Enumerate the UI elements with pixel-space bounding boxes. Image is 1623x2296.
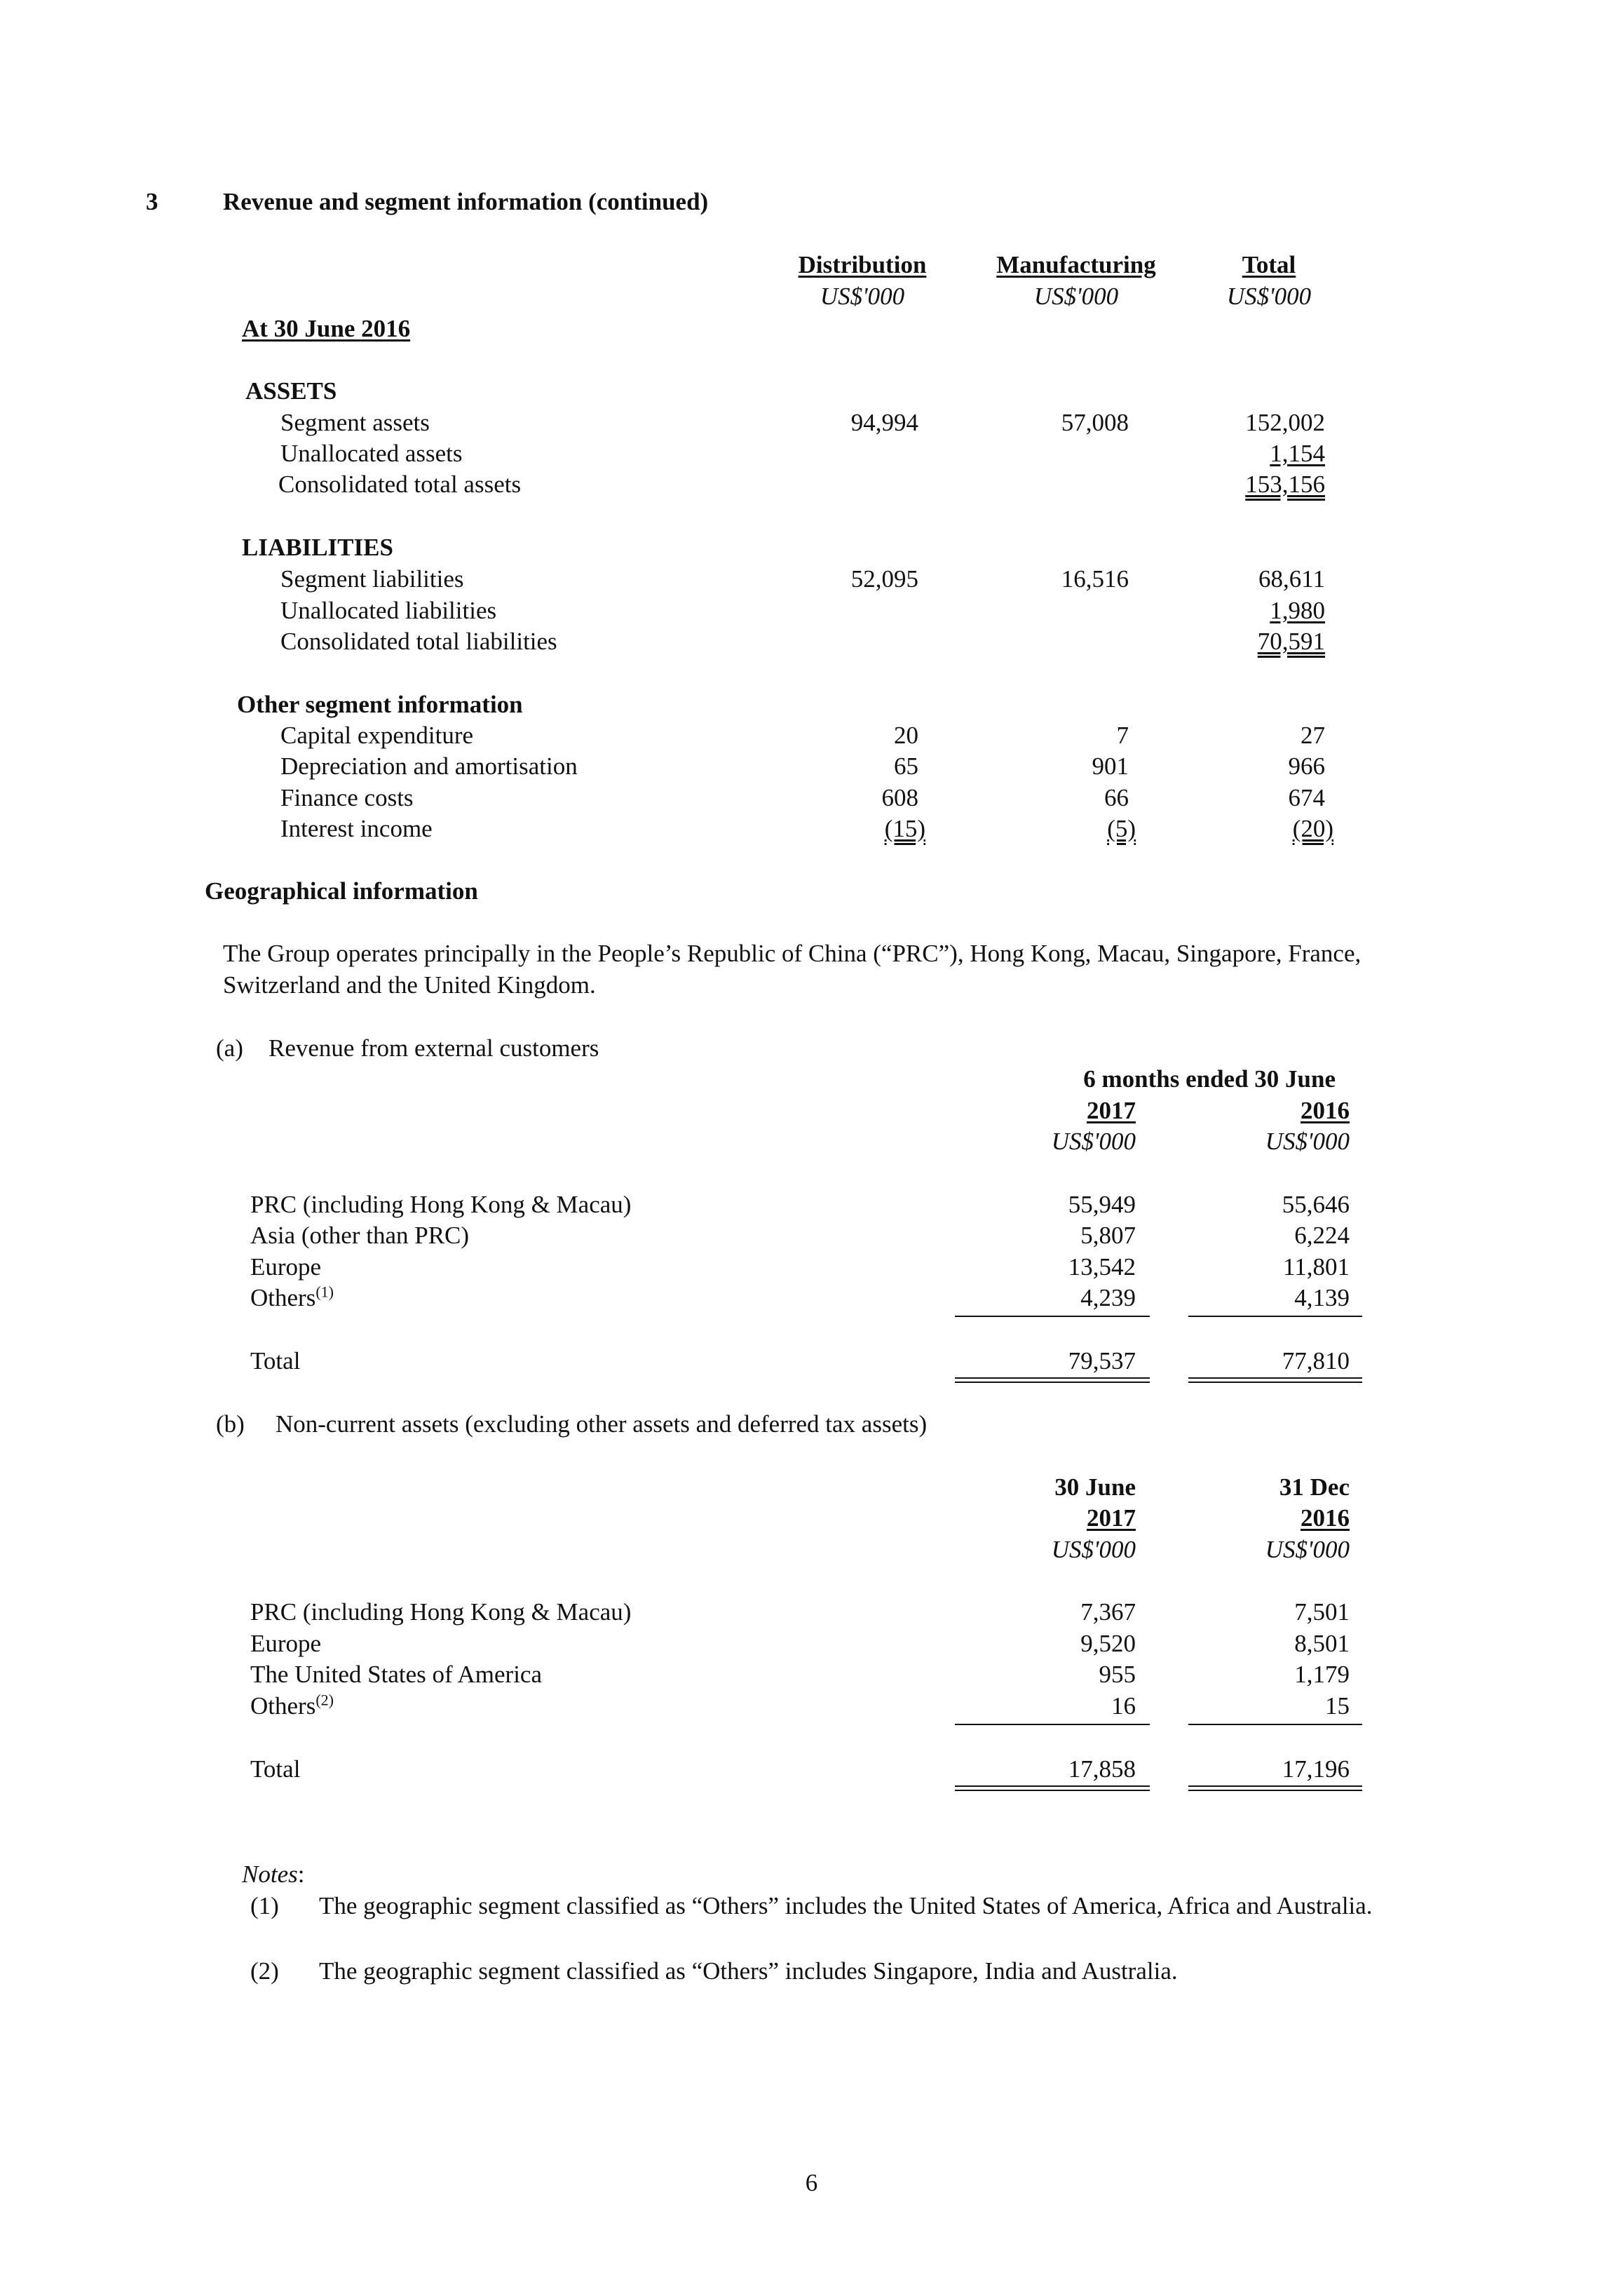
value-cell: 6,224	[1294, 1222, 1350, 1249]
value-cell: 52,095	[850, 565, 918, 593]
row-label: Capital expenditure	[280, 722, 474, 749]
total-label: Total	[250, 1755, 301, 1783]
section-title: Revenue and segment information (continued)	[223, 188, 709, 215]
value-cell: 7	[1116, 722, 1129, 749]
row-label: Interest income	[280, 815, 433, 842]
geo-intro-line: The Group operates principally in the People’s Republic of China (“PRC”), Hong Kong, Macau, Singapore, France,	[223, 940, 1361, 967]
total-value: 79,537	[1068, 1347, 1136, 1375]
value-cell: 4,139	[1294, 1284, 1350, 1311]
unit-label: US$'000	[1051, 1128, 1136, 1155]
value-cell: (20)	[1292, 815, 1333, 842]
row-label: Asia (other than PRC)	[250, 1222, 470, 1249]
row-label: Unallocated liabilities	[280, 597, 497, 624]
section-marker: (a)	[216, 1034, 243, 1062]
year-header: 2016	[1301, 1504, 1350, 1532]
row-label: Finance costs	[280, 784, 414, 811]
total-value: 77,810	[1282, 1347, 1350, 1375]
value-cell: 7,501	[1294, 1598, 1350, 1626]
subtotal-rule	[955, 1724, 1150, 1725]
total-rule	[1188, 1790, 1362, 1791]
year-header: 2017	[1087, 1097, 1136, 1124]
value-cell: 674	[1288, 784, 1325, 811]
value-cell: 1,179	[1294, 1661, 1350, 1688]
col-total: Total	[1242, 251, 1296, 278]
notes-heading-text: Notes	[242, 1861, 298, 1888]
notes-heading: Notes:	[242, 1861, 305, 1888]
revenue-title: Revenue from external customers	[269, 1034, 599, 1062]
page-number: 6	[805, 2169, 818, 2196]
total-value: 17,858	[1068, 1755, 1136, 1783]
note-number: (2)	[250, 1957, 279, 1985]
total-rule	[955, 1785, 1150, 1787]
unit-label: US$'000	[1033, 283, 1119, 310]
unit-label: US$'000	[1226, 283, 1312, 310]
value-cell: 966	[1288, 752, 1325, 780]
row-label: Segment assets	[280, 409, 430, 436]
value-cell: 55,949	[1068, 1191, 1136, 1218]
liabilities-heading: LIABILITIES	[242, 534, 393, 561]
value-cell: 94,994	[850, 409, 918, 436]
value-cell: 68,611	[1258, 565, 1325, 593]
value-cell: 20	[894, 722, 918, 749]
other-heading: Other segment information	[237, 691, 523, 718]
col-manufacturing: Manufacturing	[996, 251, 1156, 278]
total-rule	[955, 1382, 1150, 1383]
subtotal-rule	[1188, 1724, 1362, 1725]
row-label: Europe	[250, 1630, 322, 1657]
value-cell: 955	[1099, 1661, 1136, 1688]
row-label: Consolidated total liabilities	[280, 628, 557, 655]
total-rule	[1188, 1382, 1362, 1383]
value-cell: 1,980	[1270, 597, 1325, 624]
footnote-ref: (2)	[315, 1691, 334, 1709]
date-header: 30 June	[1054, 1473, 1136, 1501]
value-cell: (5)	[1107, 815, 1136, 842]
period-header: 6 months ended 30 June	[1083, 1065, 1336, 1093]
assets-heading: ASSETS	[245, 377, 337, 405]
year-header: 2016	[1301, 1097, 1350, 1124]
value-cell: 57,008	[1061, 409, 1129, 436]
row-label	[250, 1691, 334, 1721]
value-cell: 153,156	[1245, 471, 1325, 498]
row-label: Unallocated assets	[280, 440, 463, 467]
value-cell: (15)	[884, 815, 925, 842]
row-label: Consolidated total assets	[278, 471, 522, 498]
value-cell: 70,591	[1257, 628, 1325, 655]
value-cell: 7,367	[1080, 1598, 1136, 1626]
value-cell: 27	[1301, 722, 1325, 749]
unit-label: US$'000	[1265, 1128, 1350, 1155]
row-label: PRC (including Hong Kong & Macau)	[250, 1598, 632, 1626]
value-cell: 4,239	[1080, 1284, 1136, 1311]
value-cell: 901	[1092, 752, 1129, 780]
value-cell: 1,154	[1270, 440, 1325, 467]
total-value: 17,196	[1282, 1755, 1350, 1783]
date-header: 31 Dec	[1279, 1473, 1350, 1501]
value-cell: 55,646	[1282, 1191, 1350, 1218]
value-cell: 66	[1104, 784, 1129, 811]
geo-heading: Geographical information	[205, 877, 478, 905]
value-cell: 608	[881, 784, 918, 811]
total-label: Total	[250, 1347, 301, 1375]
section-number: 3	[146, 188, 158, 215]
value-cell: 16	[1111, 1692, 1136, 1720]
row-label: Segment liabilities	[280, 565, 464, 593]
value-cell: 65	[894, 752, 918, 780]
col-distribution: Distribution	[798, 251, 927, 278]
subtotal-rule	[955, 1316, 1150, 1317]
note-text: The geographic segment classified as “Others” includes Singapore, India and Australia.	[319, 1957, 1178, 1985]
value-cell: 9,520	[1080, 1630, 1136, 1657]
year-header: 2017	[1087, 1504, 1136, 1532]
unit-label: US$'000	[1265, 1536, 1350, 1563]
note-text: The geographic segment classified as “Others” includes the United States of America, Africa and Australia.	[319, 1892, 1373, 1919]
row-label: The United States of America	[250, 1661, 542, 1688]
footnote-ref: (1)	[315, 1283, 334, 1301]
geo-intro-line: Switzerland and the United Kingdom.	[223, 971, 596, 999]
row-label-text: Others	[250, 1692, 316, 1720]
section-marker: (b)	[216, 1410, 245, 1438]
unit-label: US$'000	[820, 283, 905, 310]
total-rule	[955, 1377, 1150, 1379]
value-cell: 152,002	[1245, 409, 1325, 436]
value-cell: 8,501	[1294, 1630, 1350, 1657]
value-cell: 15	[1325, 1692, 1350, 1720]
subtotal-rule	[1188, 1316, 1362, 1317]
row-label	[250, 1283, 334, 1313]
total-rule	[1188, 1377, 1362, 1379]
value-cell: 16,516	[1061, 565, 1129, 593]
period-label: At 30 June 2016	[242, 315, 411, 342]
total-rule	[955, 1790, 1150, 1791]
row-label: PRC (including Hong Kong & Macau)	[250, 1191, 632, 1218]
total-rule	[1188, 1785, 1362, 1787]
row-label-text: Others	[250, 1284, 316, 1311]
value-cell: 5,807	[1080, 1222, 1136, 1249]
unit-label: US$'000	[1051, 1536, 1136, 1563]
row-label: Europe	[250, 1253, 322, 1281]
note-number: (1)	[250, 1892, 279, 1919]
row-label: Depreciation and amortisation	[280, 752, 578, 780]
value-cell: 13,542	[1068, 1253, 1136, 1281]
noncurrent-title: Non-current assets (excluding other assets and deferred tax assets)	[276, 1410, 928, 1438]
value-cell: 11,801	[1283, 1253, 1350, 1281]
